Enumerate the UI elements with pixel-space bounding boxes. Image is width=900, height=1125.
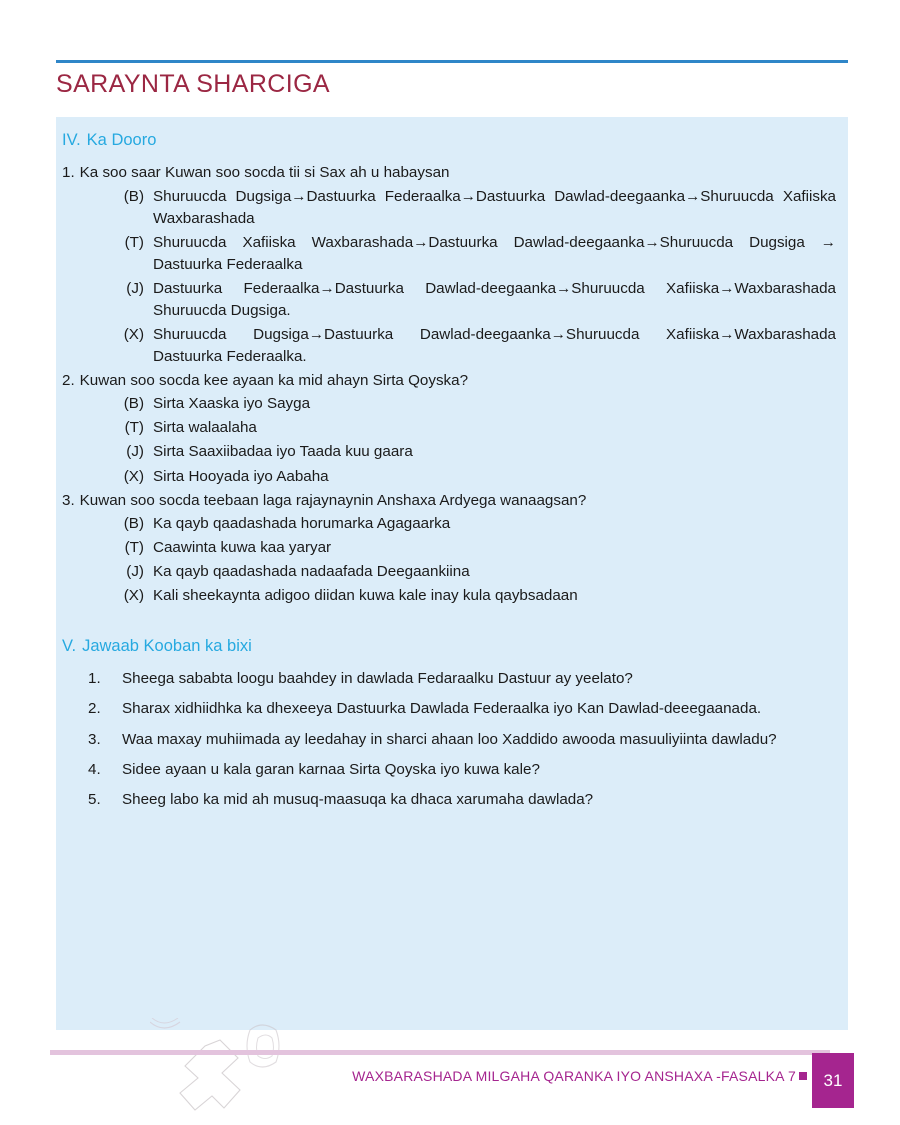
- option-key: (B): [123, 187, 144, 205]
- question-number: 3.: [62, 491, 75, 509]
- option-key: (X): [123, 325, 144, 343]
- question-number: 1.: [62, 164, 75, 181]
- option-text: Sirta Xaaska iyo Sayga: [153, 395, 311, 413]
- question-block: [60, 162, 836, 368]
- option-key: (J): [126, 563, 144, 581]
- option-key: (T): [124, 539, 144, 557]
- list-item[interactable]: [60, 698, 836, 720]
- option-text: Sirta Saaxiibadaa iyo Taada kuu gaara: [153, 443, 413, 461]
- option-text: Shuruucda Dugsiga→Dastuurka Federaalka→Dastuurka Dawlad-deegaanka→Shuruucda Xafiiska Waxbarashada: [153, 187, 836, 227]
- list-item[interactable]: [60, 789, 836, 811]
- list-item[interactable]: [60, 668, 836, 690]
- option-text: Kali sheekaynta adigoo diidan kuwa kale inay kula qaybsadaan: [153, 587, 578, 605]
- question-block: [60, 490, 836, 608]
- option-key: (T): [124, 419, 144, 437]
- item-number: 4.: [88, 760, 101, 778]
- exercise-panel: [56, 117, 848, 1030]
- page-number-badge: [812, 1053, 854, 1108]
- option-text: Sirta Hooyada iyo Aabaha: [153, 467, 329, 485]
- question-block: [60, 370, 836, 488]
- option-text: Shuruucda Dugsiga→Dastuurka Dawlad-deegaanka→Shuruucda Xafiiska→Waxbarashada Dastuurka Federaalka.: [153, 325, 836, 365]
- item-number: 5.: [88, 790, 101, 808]
- section-spacer: [60, 609, 836, 633]
- question-text: Ka soo saar Kuwan soo socda tii si Sax ah u habaysan: [79, 164, 450, 181]
- footer-title: [352, 1068, 807, 1084]
- item-number: 1.: [88, 670, 101, 688]
- item-text: Sheega sababta loogu baahdey in dawlada Fedaraalku Dastuur ay yeelato?: [122, 670, 633, 688]
- option-item[interactable]: [60, 232, 836, 276]
- section-numeral: V.: [62, 637, 77, 656]
- option-text: Shuruucda Xafiiska Waxbarashada→Dastuurka Dawlad-deegaanka→Shuruucda Dugsiga → Dastuurka Federaalka: [153, 233, 836, 273]
- option-key: (J): [126, 443, 144, 461]
- section-heading-iv: [60, 131, 836, 150]
- option-key: (J): [126, 279, 144, 297]
- item-text: Waa maxay muhiimada ay leedahay in sharci ahaan loo Xaddido awooda masuuliyiinta dawladu?: [122, 730, 777, 748]
- page-title: SARAYNTA SHARCIGA: [56, 70, 330, 98]
- option-item[interactable]: [60, 417, 836, 439]
- item-text: Sharax xidhiidhka ka dhexeeya Dastuurka Dawlada Federaalka iyo Kan Dawlad-deeegaanada.: [122, 700, 762, 718]
- option-text: Sirta walaalaha: [153, 419, 257, 437]
- options-list: [60, 186, 836, 368]
- question-line: [60, 162, 836, 184]
- section-title: Jawaab Kooban ka bixi: [82, 637, 252, 656]
- item-number: 2.: [88, 700, 101, 718]
- options-list: [60, 513, 836, 607]
- option-key: (T): [124, 233, 144, 251]
- option-item[interactable]: [60, 466, 836, 488]
- footer-rule-divider: [50, 1050, 830, 1055]
- option-key: (B): [123, 515, 144, 533]
- list-item[interactable]: [60, 729, 836, 751]
- question-text: Kuwan soo socda teebaan laga rajaynaynin Anshaxa Ardyega wanaagsan?: [79, 491, 587, 509]
- decorative-watermark-icon: [150, 1018, 340, 1125]
- option-text: Ka qayb qaadashada nadaafada Deegaankiina: [153, 563, 470, 581]
- option-item[interactable]: [60, 537, 836, 559]
- option-item[interactable]: [60, 513, 836, 535]
- question-number: 2.: [62, 371, 75, 389]
- top-rule-divider: [56, 60, 848, 63]
- option-item[interactable]: [60, 278, 836, 322]
- question-line: [60, 370, 836, 392]
- list-item[interactable]: [60, 759, 836, 781]
- option-item[interactable]: [60, 393, 836, 415]
- item-text: Sheeg labo ka mid ah musuq-maasuqa ka dhaca xarumaha dawlada?: [122, 790, 594, 808]
- option-item[interactable]: [60, 324, 836, 368]
- option-text: Ka qayb qaadashada horumarka Agagaarka: [153, 515, 451, 533]
- question-text: Kuwan soo socda kee ayaan ka mid ahayn Sirta Qoyska?: [79, 371, 469, 389]
- exercise-panel-content: [56, 117, 848, 819]
- option-text: Dastuurka Federaalka→Dastuurka Dawlad-deegaanka→Shuruucda Xafiiska→Waxbarashada Shuruucda Dugsiga.: [153, 279, 836, 319]
- section-title: Ka Dooro: [86, 131, 157, 149]
- option-text: Caawinta kuwa kaa yaryar: [153, 539, 332, 557]
- page-number: 31: [823, 1070, 843, 1090]
- footer-square-icon: [799, 1072, 807, 1080]
- option-key: (B): [123, 395, 144, 413]
- section-heading-v: [60, 637, 836, 656]
- section-numeral: IV.: [62, 131, 81, 149]
- item-number: 3.: [88, 730, 101, 748]
- item-text: Sidee ayaan u kala garan karnaa Sirta Qoyska iyo kuwa kale?: [122, 760, 540, 778]
- option-item[interactable]: [60, 441, 836, 463]
- short-answer-list: [60, 668, 836, 811]
- option-key: (X): [123, 587, 144, 605]
- option-item[interactable]: [60, 585, 836, 607]
- option-key: (X): [123, 467, 144, 485]
- option-item[interactable]: [60, 186, 836, 230]
- options-list: [60, 393, 836, 487]
- option-item[interactable]: [60, 561, 836, 583]
- footer-title-text: WAXBARASHADA MILGAHA QARANKA IYO ANSHAXA -FASALKA 7: [352, 1068, 796, 1084]
- question-line: [60, 490, 836, 512]
